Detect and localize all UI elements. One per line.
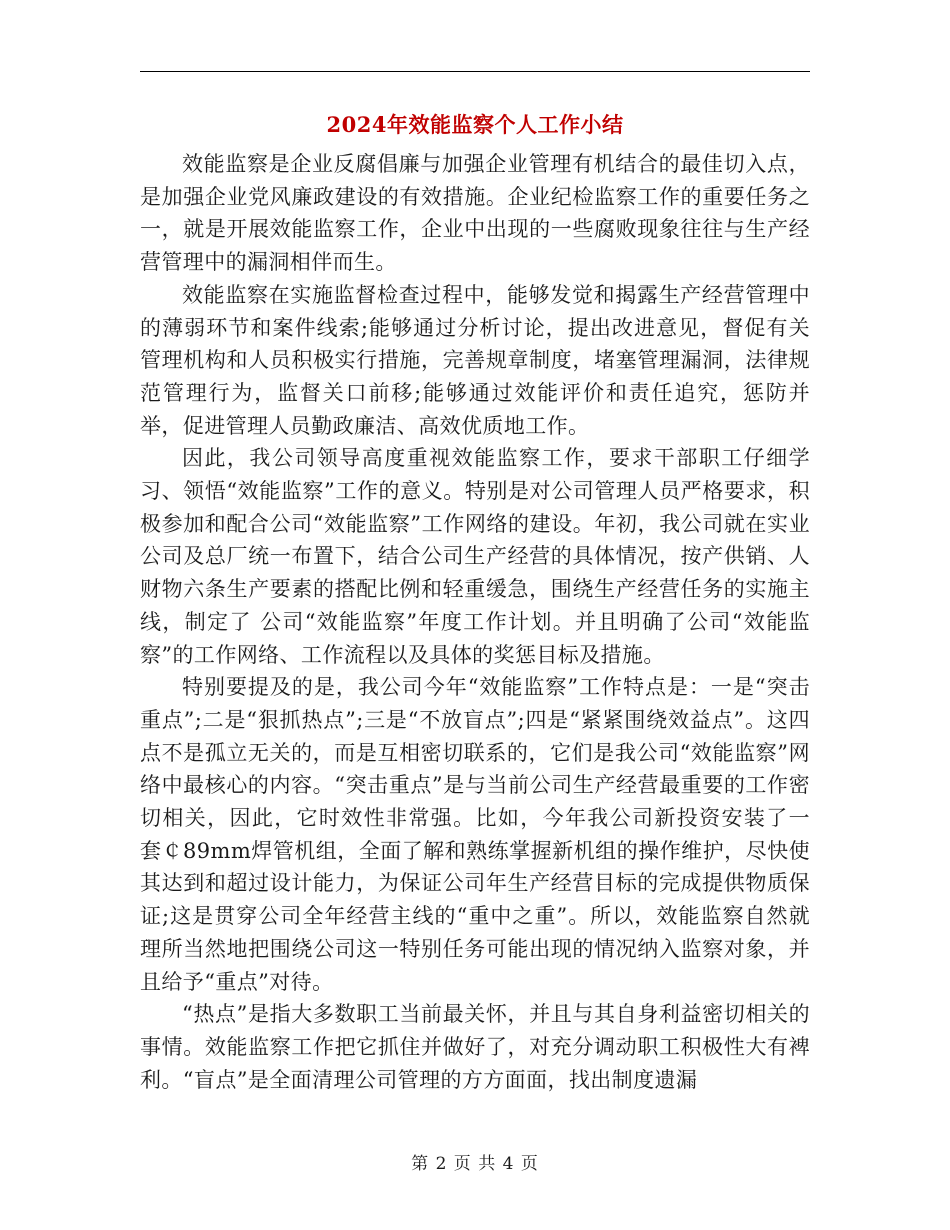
- paragraph: 效能监察是企业反腐倡廉与加强企业管理有机结合的最佳切入点，是加强企业党风廉政建设的有效措施。企业纪检监察工作的重要任务之一，就是开展效能监察工作，企业中出现的一些腐败现象往往与生产经营管理中的漏洞相伴而生。: [140, 152, 810, 275]
- page-number-footer: 第 2 页 共 4 页: [411, 1154, 539, 1174]
- paragraph: 特别要提及的是，我公司今年“效能监察”工作特点是：一是“突击重点”;二是“狠抓热点”;三是“不放盲点”;四是“紧紧围绕效益点”。这四点不是孤立无关的，而是互相密切联系的，它们是我公司“效能监察”网络中最核心的内容。“突击重点”是与当前公司生产经营最重要的工作密切相关，因此，它时效性非常强。比如，今年我公司新投资安装了一套￠89mm焊管机组，全面了解和熟练掌握新机组的操作维护，尽快使其达到和超过设计能力，为保证公司年生产经营目标的完成提供物质保证;这是贯穿公司全年经营主线的“重中之重”。所以，效能监察自然就理所当然地把围绕公司这一特别任务可能出现的情况纳入监察对象，并且给予“重点”对待。: [140, 675, 810, 994]
- paragraph: 效能监察在实施监督检查过程中，能够发觉和揭露生产经营管理中的薄弱环节和案件线索;能够通过分析讨论，提出改进意见，督促有关管理机构和人员积极实行措施，完善规章制度，堵塞管理漏洞，法律规范管理行为，监督关口前移;能够通过效能评价和责任追究，惩防并举，促进管理人员勤政廉洁、高效优质地工作。: [140, 282, 810, 438]
- document-title: 2024年效能监察个人工作小结: [326, 112, 624, 137]
- header-rule: [140, 71, 810, 72]
- document-body: [140, 148, 810, 1096]
- paragraph: “热点”是指大多数职工当前最关怀，并且与其自身利益密切相关的事情。效能监察工作把它抓住并做好了，对充分调动职工积极性大有裨利。“盲点”是全面清理公司管理的方方面面，找出制度遗漏: [140, 1002, 810, 1092]
- paragraph: 因此，我公司领导高度重视效能监察工作，要求干部职工仔细学习、领悟“效能监察”工作的意义。特别是对公司管理人员严格要求，积极参加和配合公司“效能监察”工作网络的建设。年初，我公司就在实业公司及总厂统一布置下，结合公司生产经营的具体情况，按产供销、人财物六条生产要素的搭配比例和轻重缓急，围绕生产经营任务的实施主线，制定了 公司“效能监察”年度工作计划。并且明确了公司“效能监察”的工作网络、工作流程以及具体的奖惩目标及措施。: [140, 446, 810, 667]
